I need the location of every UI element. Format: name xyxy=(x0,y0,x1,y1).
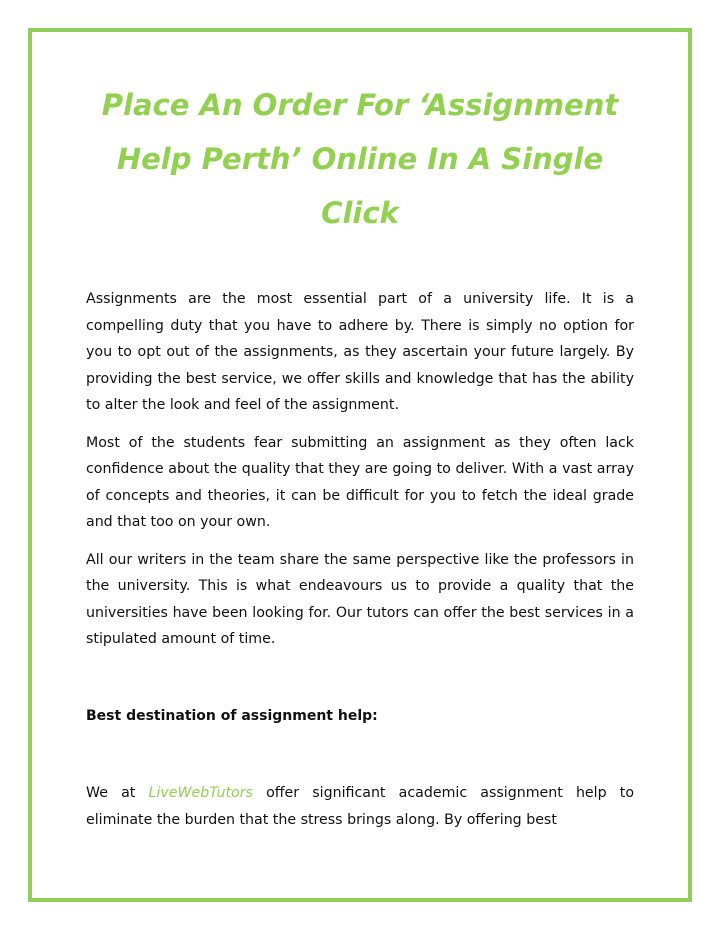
body-content xyxy=(86,286,634,664)
paragraph-2: Most of the students fear submitting an assignment as they often lack confidence about the quality that they are going to deliver. With a vast array of concepts and theories, it can be difficult for you to fetch the ideal grade and that too on your own. xyxy=(86,434,634,530)
page-title: Place An Order For ‘Assignment Help Perth’ Online In A Single Click xyxy=(101,88,619,230)
paragraph-3: All our writers in the team share the same perspective like the professors in the university. This is what endeavours us to provide a quality that the universities have been looking for. Our tutors can offer the best services in a stipulated amount of time. xyxy=(86,551,634,647)
brand-name: LiveWebTutors xyxy=(148,785,253,801)
final-paragraph-suffix: offer significant academic assignment help to eliminate the burden that the stress brings along. By offering best xyxy=(86,785,635,828)
final-paragraph-prefix: We at xyxy=(86,785,149,801)
paragraph-1: Assignments are the most essential part of a university life. It is a compelling duty that you have to adhere by. There is simply no option for you to opt out of the assignments, as they ascertain your future largely. By providing the best service, we offer skills and knowledge that has the ability to alter the look and feel of the assignment. xyxy=(86,291,634,413)
section-heading: Best destination of assignment help: xyxy=(86,708,378,724)
final-paragraph xyxy=(86,780,634,833)
